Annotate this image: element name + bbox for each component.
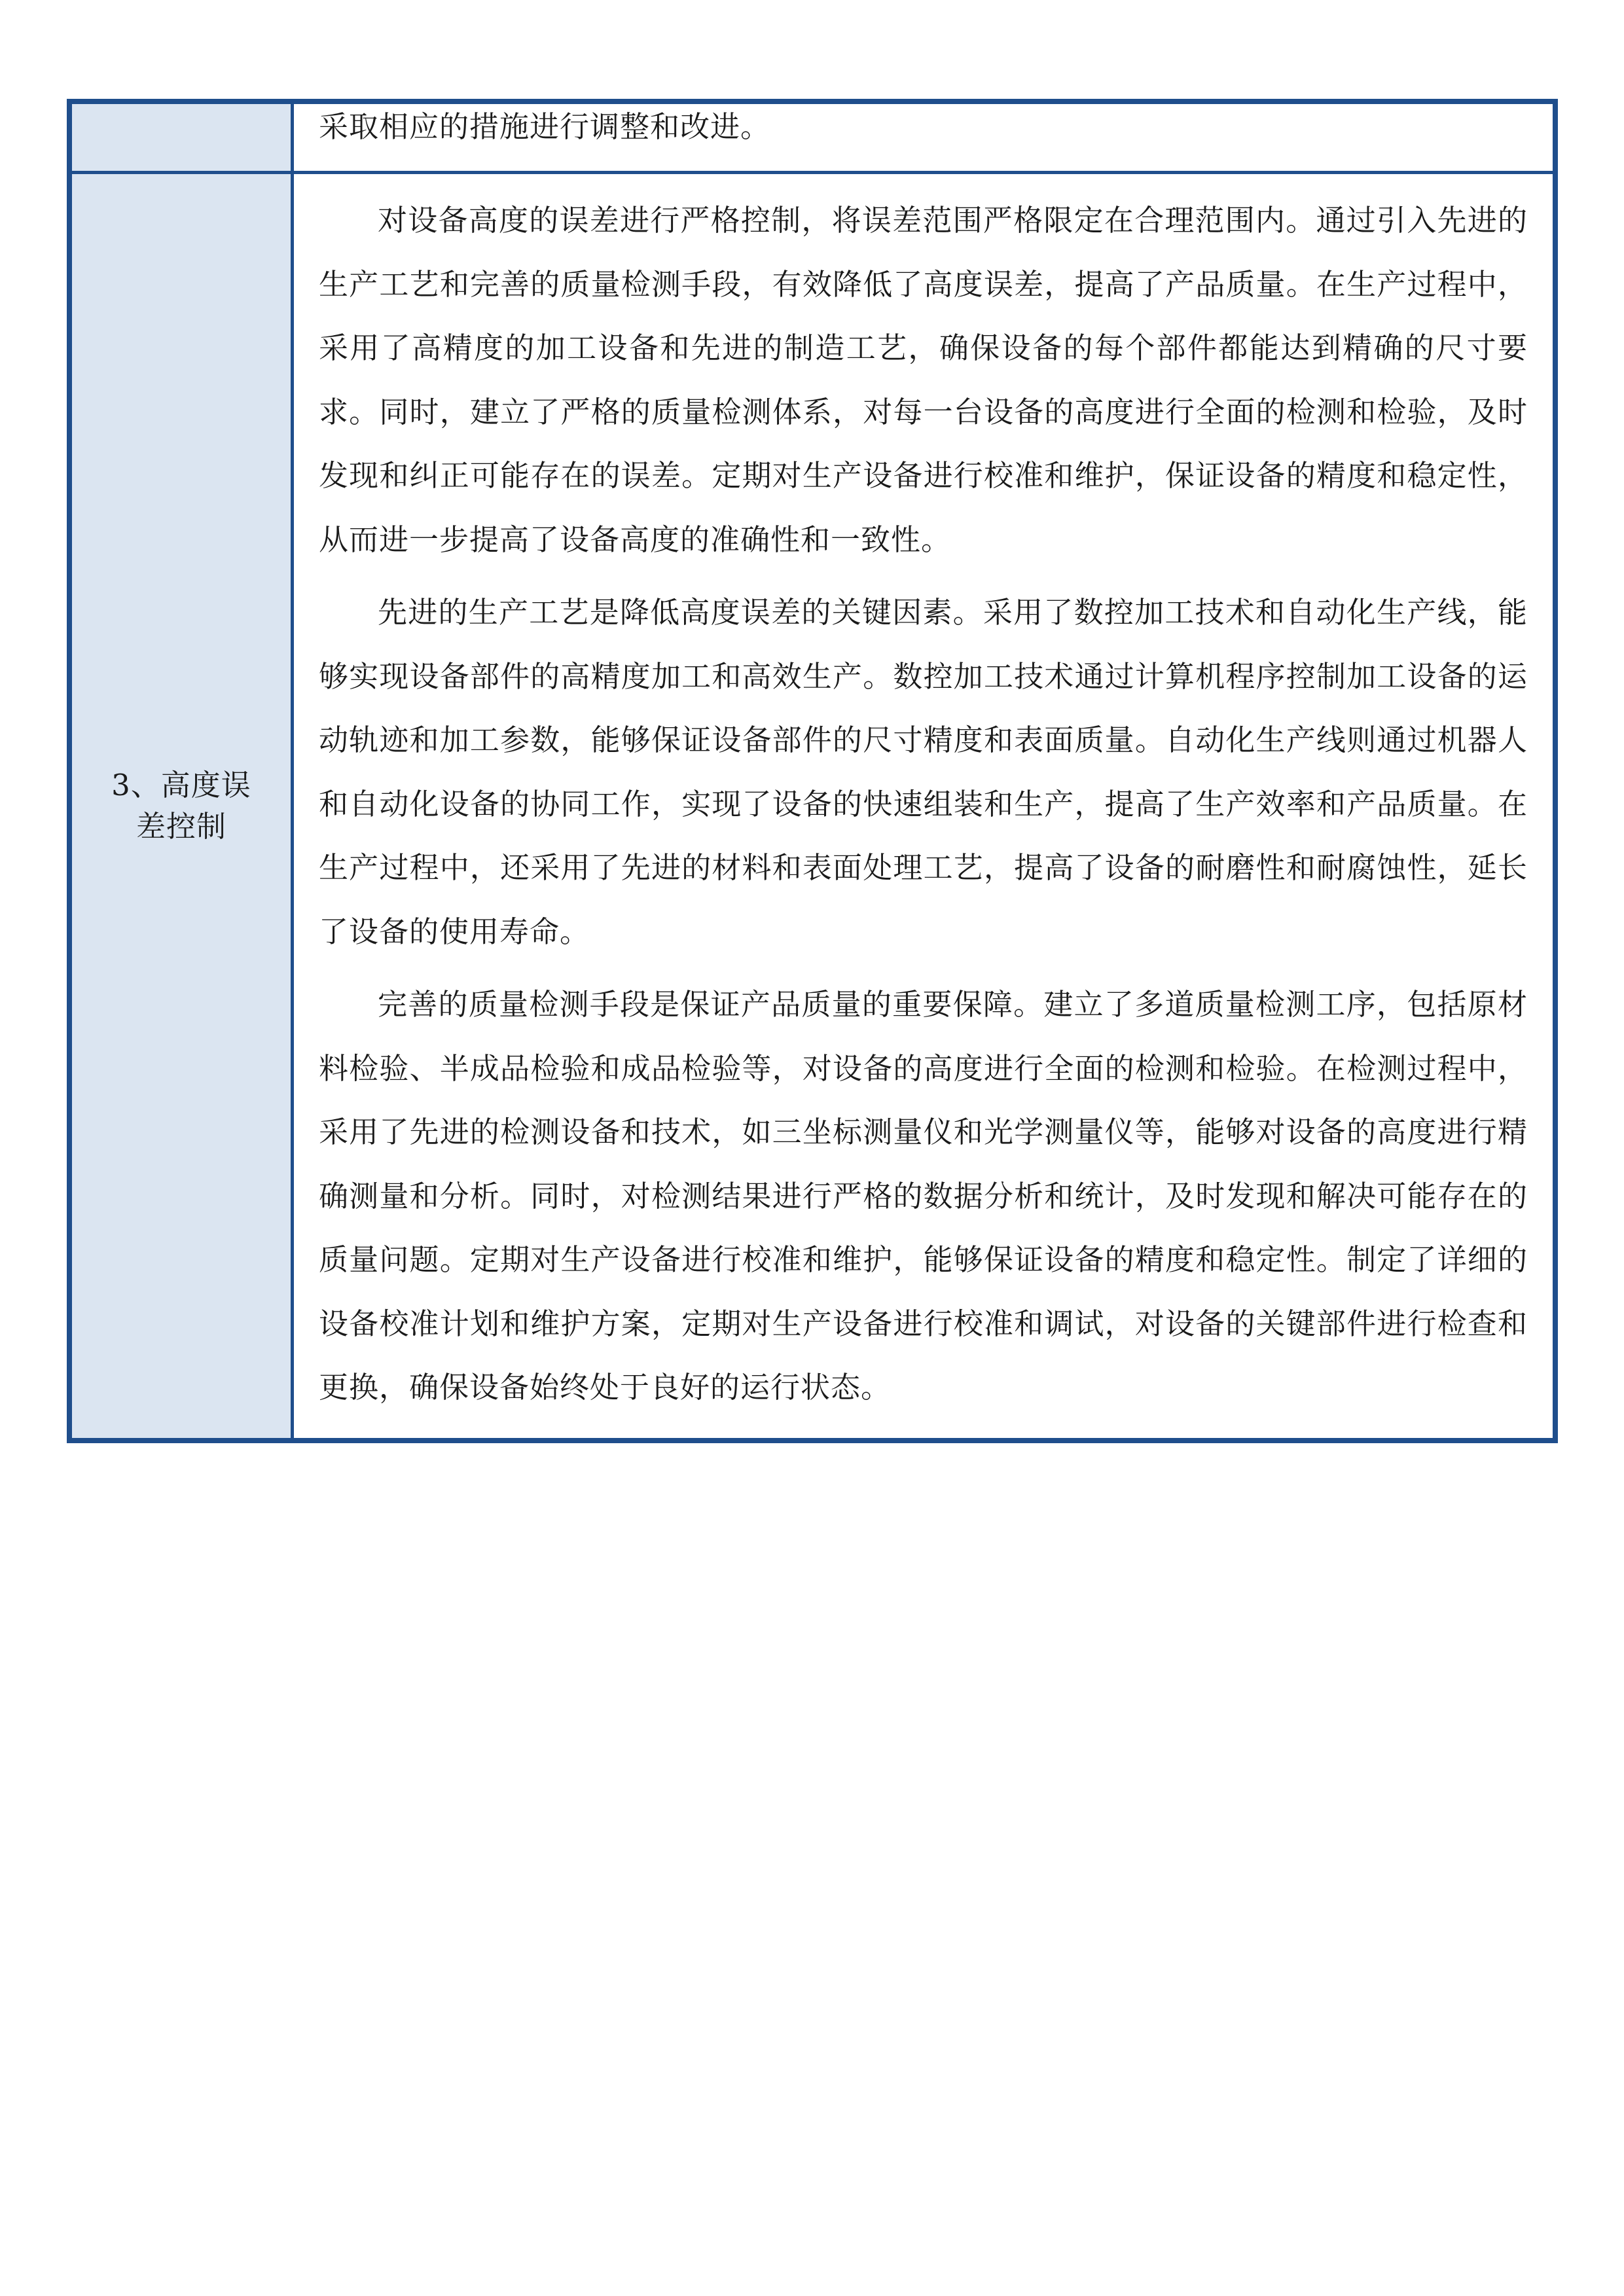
content-table xyxy=(67,99,1558,1443)
paragraph: 采取相应的措施进行调整和改进。 xyxy=(319,109,771,144)
paragraph: 完善的质量检测手段是保证产品质量的重要保障。建立了多道质量检测工序，包括原材料检验、半成品检验和成品检验等，对设备的高度进行全面的检测和检验。在检测过程中，采用了先进的检测设备和技术，如三坐标测量仪和光学测量仪等，能够对设备的高度进行精确测量和分析。同时，对检测结果进行严格的数据分析和统计，及时发现和解决可能存在的质量问题。定期对生产设备进行校准和维护，能够保证设备的精度和稳定性。制定了详细的设备校准计划和维护方案，定期对生产设备进行校准和调试，对设备的关键部件进行检查和更换，确保设备始终处于良好的运行状态。 xyxy=(319,987,1528,1405)
table-row xyxy=(72,104,1553,171)
paragraph: 对设备高度的误差进行严格控制，将误差范围严格限定在合理范围内。通过引入先进的生产工艺和完善的质量检测手段，有效降低了高度误差，提高了产品质量。在生产过程中，采用了高精度的加工设备和先进的制造工艺，确保设备的每个部件都能达到精确的尺寸要求。同时，建立了严格的质量检测体系，对每一台设备的高度进行全面的检测和检验，及时发现和纠正可能存在的误差。定期对生产设备进行校准和维护，保证设备的精度和稳定性，从而进一步提高了设备高度的准确性和一致性。 xyxy=(319,203,1528,557)
row-label-cell xyxy=(72,104,294,171)
row-label-cell xyxy=(72,174,294,1438)
row-label: 3、高度误差控制 xyxy=(111,768,251,844)
paragraph: 先进的生产工艺是降低高度误差的关键因素。采用了数控加工技术和自动化生产线，能够实现设备部件的高精度加工和高效生产。数控加工技术通过计算机程序控制加工设备的运动轨迹和加工参数，能够保证设备部件的尺寸精度和表面质量。自动化生产线则通过机器人和自动化设备的协同工作，实现了设备的快速组装和生产，提高了生产效率和产品质量。在生产过程中，还采用了先进的材料和表面处理工艺，提高了设备的耐磨性和耐腐蚀性，延长了设备的使用寿命。 xyxy=(319,595,1528,949)
row-content-cell xyxy=(294,174,1553,1438)
table-row xyxy=(72,171,1553,1438)
row-content-cell xyxy=(294,104,1553,171)
